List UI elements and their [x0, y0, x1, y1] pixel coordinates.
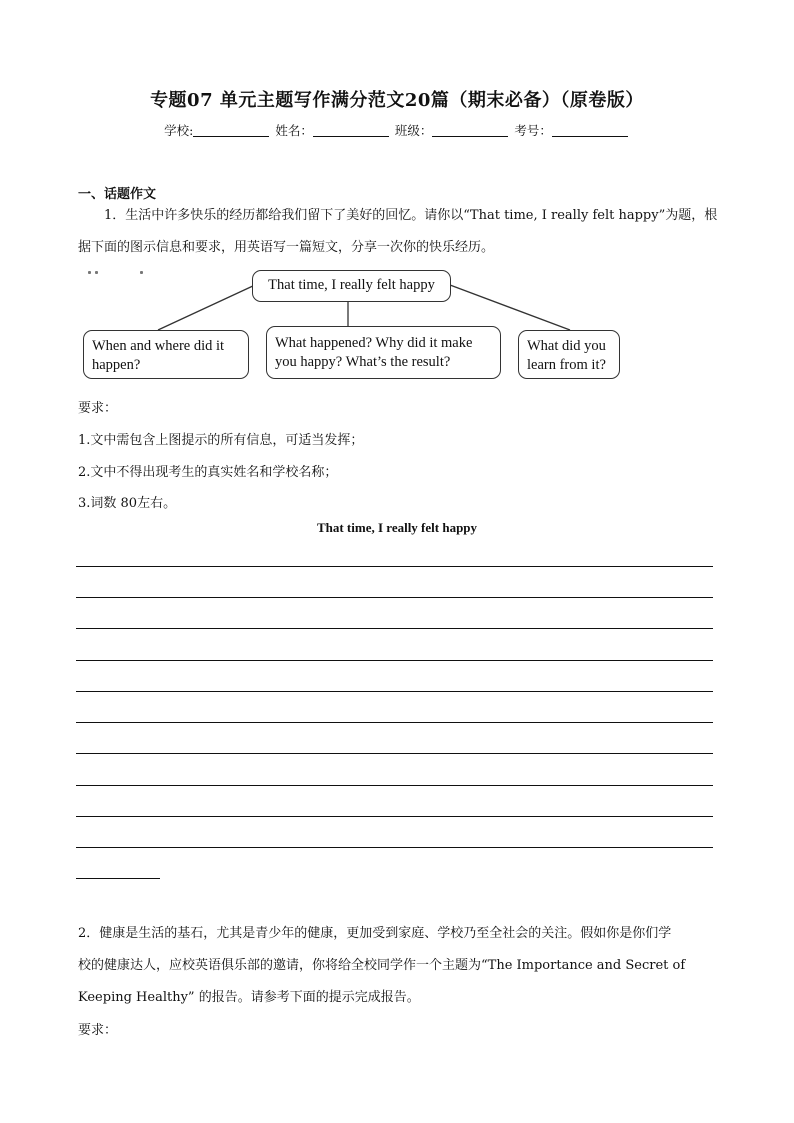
diagram-center-box: That time, I really felt happy	[252, 270, 451, 302]
student-info-line	[0, 121, 794, 139]
class-blank[interactable]	[432, 123, 508, 137]
name-blank[interactable]	[313, 123, 389, 137]
section-heading: 一、话题作文	[78, 187, 157, 202]
exam-number-label: 考号：	[514, 123, 552, 138]
question-2-line-1: 2．健康是生活的基石，尤其是青少年的健康，更加受到家庭、学校乃至全社会的关注。假如你是你们学	[78, 926, 672, 941]
question-2-requirements-label: 要求：	[78, 1023, 118, 1038]
diagram-left-box: When and where did it happen?	[83, 330, 249, 379]
class-label: 班级：	[394, 123, 433, 138]
page-title: 专题07 单元主题写作满分范文20篇（期末必备）（原卷版）	[150, 90, 644, 111]
requirement-item: 3.词数 80左右。	[78, 496, 177, 511]
question-1-line-1: 1．生活中许多快乐的经历都给我们留下了美好的回忆。请你以“That time, I really felt happy”为题，根	[104, 208, 718, 223]
scan-mark	[140, 271, 143, 274]
writing-line[interactable]	[76, 628, 713, 629]
scan-mark	[88, 271, 91, 274]
writing-line[interactable]	[76, 785, 713, 786]
requirement-item: 1.文中需包含上图提示的所有信息，可适当发挥；	[78, 433, 364, 448]
school-label: 学校:	[164, 123, 194, 138]
writing-line[interactable]	[76, 566, 713, 567]
requirement-item: 2.文中不得出现考生的真实姓名和学校名称；	[78, 465, 338, 480]
school-blank[interactable]	[193, 123, 269, 137]
diagram-right-box: What did you learn from it?	[518, 330, 620, 379]
writing-line[interactable]	[76, 847, 713, 848]
writing-line[interactable]	[76, 597, 713, 598]
writing-line[interactable]	[76, 816, 713, 817]
writing-line-short[interactable]	[76, 878, 160, 879]
scan-mark	[95, 271, 98, 274]
essay-title: That time, I really felt happy	[316, 520, 478, 535]
writing-line[interactable]	[76, 691, 713, 692]
question-1-line-2: 据下面的图示信息和要求，用英语写一篇短文，分享一次你的快乐经历。	[78, 240, 495, 255]
exam-number-blank[interactable]	[552, 123, 628, 137]
name-label: 姓名：	[275, 123, 313, 138]
question-2-line-2: 校的健康达人，应校英语俱乐部的邀请，你将给全校同学作一个主题为“The Importance and Secret of	[78, 958, 686, 973]
writing-line[interactable]	[76, 753, 713, 754]
requirements-label: 要求：	[78, 401, 118, 416]
writing-line[interactable]	[76, 722, 713, 723]
diagram-middle-box: What happened? Why did it make you happy? What’s the result?	[266, 326, 501, 379]
writing-line[interactable]	[76, 660, 713, 661]
question-2-line-3: Keeping Healthy” 的报告。请参考下面的提示完成报告。	[78, 990, 420, 1005]
